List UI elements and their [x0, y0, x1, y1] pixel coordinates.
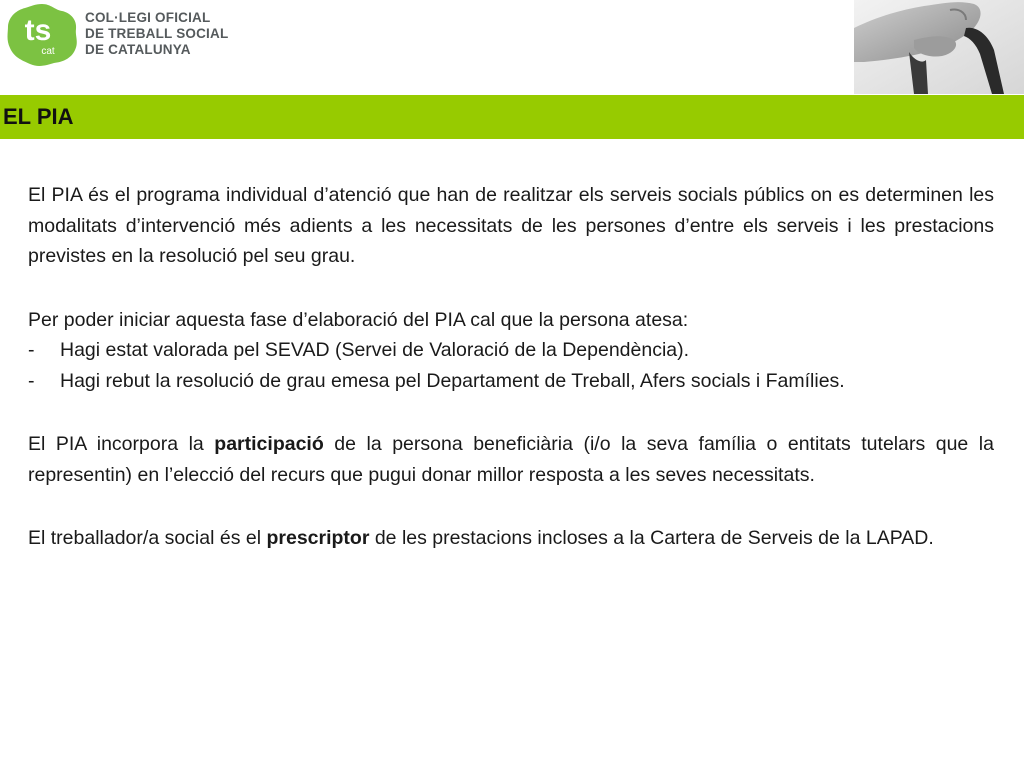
organization-name [85, 10, 228, 58]
list-item [28, 335, 994, 366]
requirements-list [28, 335, 994, 396]
text-run: El PIA incorpora la [28, 433, 215, 455]
svg-text:ts: ts [24, 14, 52, 47]
emphasis-participacio: participació [214, 433, 324, 455]
slide-title: EL PIA [3, 104, 74, 129]
text-run: de la persona beneficiària (i/o la seva família o entitats tutelars que la representin) en l’elecció del recurs que pugui donar millor resposta a les seves necessitats. [28, 433, 994, 486]
list-item-text: Hagi estat valorada pel SEVAD (Servei de Valoració de la Dependència). [60, 339, 690, 361]
emphasis-prescriptor: prescriptor [266, 527, 370, 549]
hand-with-cane-photo [854, 0, 1024, 94]
org-name-line-2: DE TREBALL SOCIAL [85, 26, 229, 41]
org-name-line-3: DE CATALUNYA [85, 42, 191, 57]
paragraph-prescriptor [28, 523, 994, 554]
bullet-marker: - [28, 369, 35, 392]
ts-cat-logo-icon [5, 2, 79, 68]
paragraph-definition: El PIA és el programa individual d’atenció que han de realitzar els serveis socials públics on es determinen les modalitats d’intervenció més adients a les necessitats de les persones d’entre els serveis i les prestacions previstes en la resolució pel seu grau. [28, 184, 994, 267]
paragraph-requirements-intro: Per poder iniciar aquesta fase d’elaboració del PIA cal que la persona atesa: [28, 308, 689, 331]
svg-text:cat: cat [41, 46, 55, 57]
paragraph-spacer [28, 396, 994, 429]
paragraph-spacer [28, 490, 994, 523]
org-name-line-1: COL·LEGI OFICIAL [85, 10, 211, 25]
title-bar [0, 95, 1024, 139]
slide-body [28, 180, 994, 554]
bullet-marker: - [28, 339, 35, 361]
paragraph-spacer [28, 272, 994, 305]
list-item [28, 366, 994, 397]
slide-header [0, 0, 1024, 96]
text-run: de les prestacions incloses a la Cartera de Serveis de la LAPAD. [369, 527, 934, 549]
text-run: El treballador/a social és el [28, 527, 267, 549]
list-item-text: Hagi rebut la resolució de grau emesa pel Departament de Treball, Afers socials i Famílies. [60, 369, 845, 392]
paragraph-participation [28, 429, 994, 490]
